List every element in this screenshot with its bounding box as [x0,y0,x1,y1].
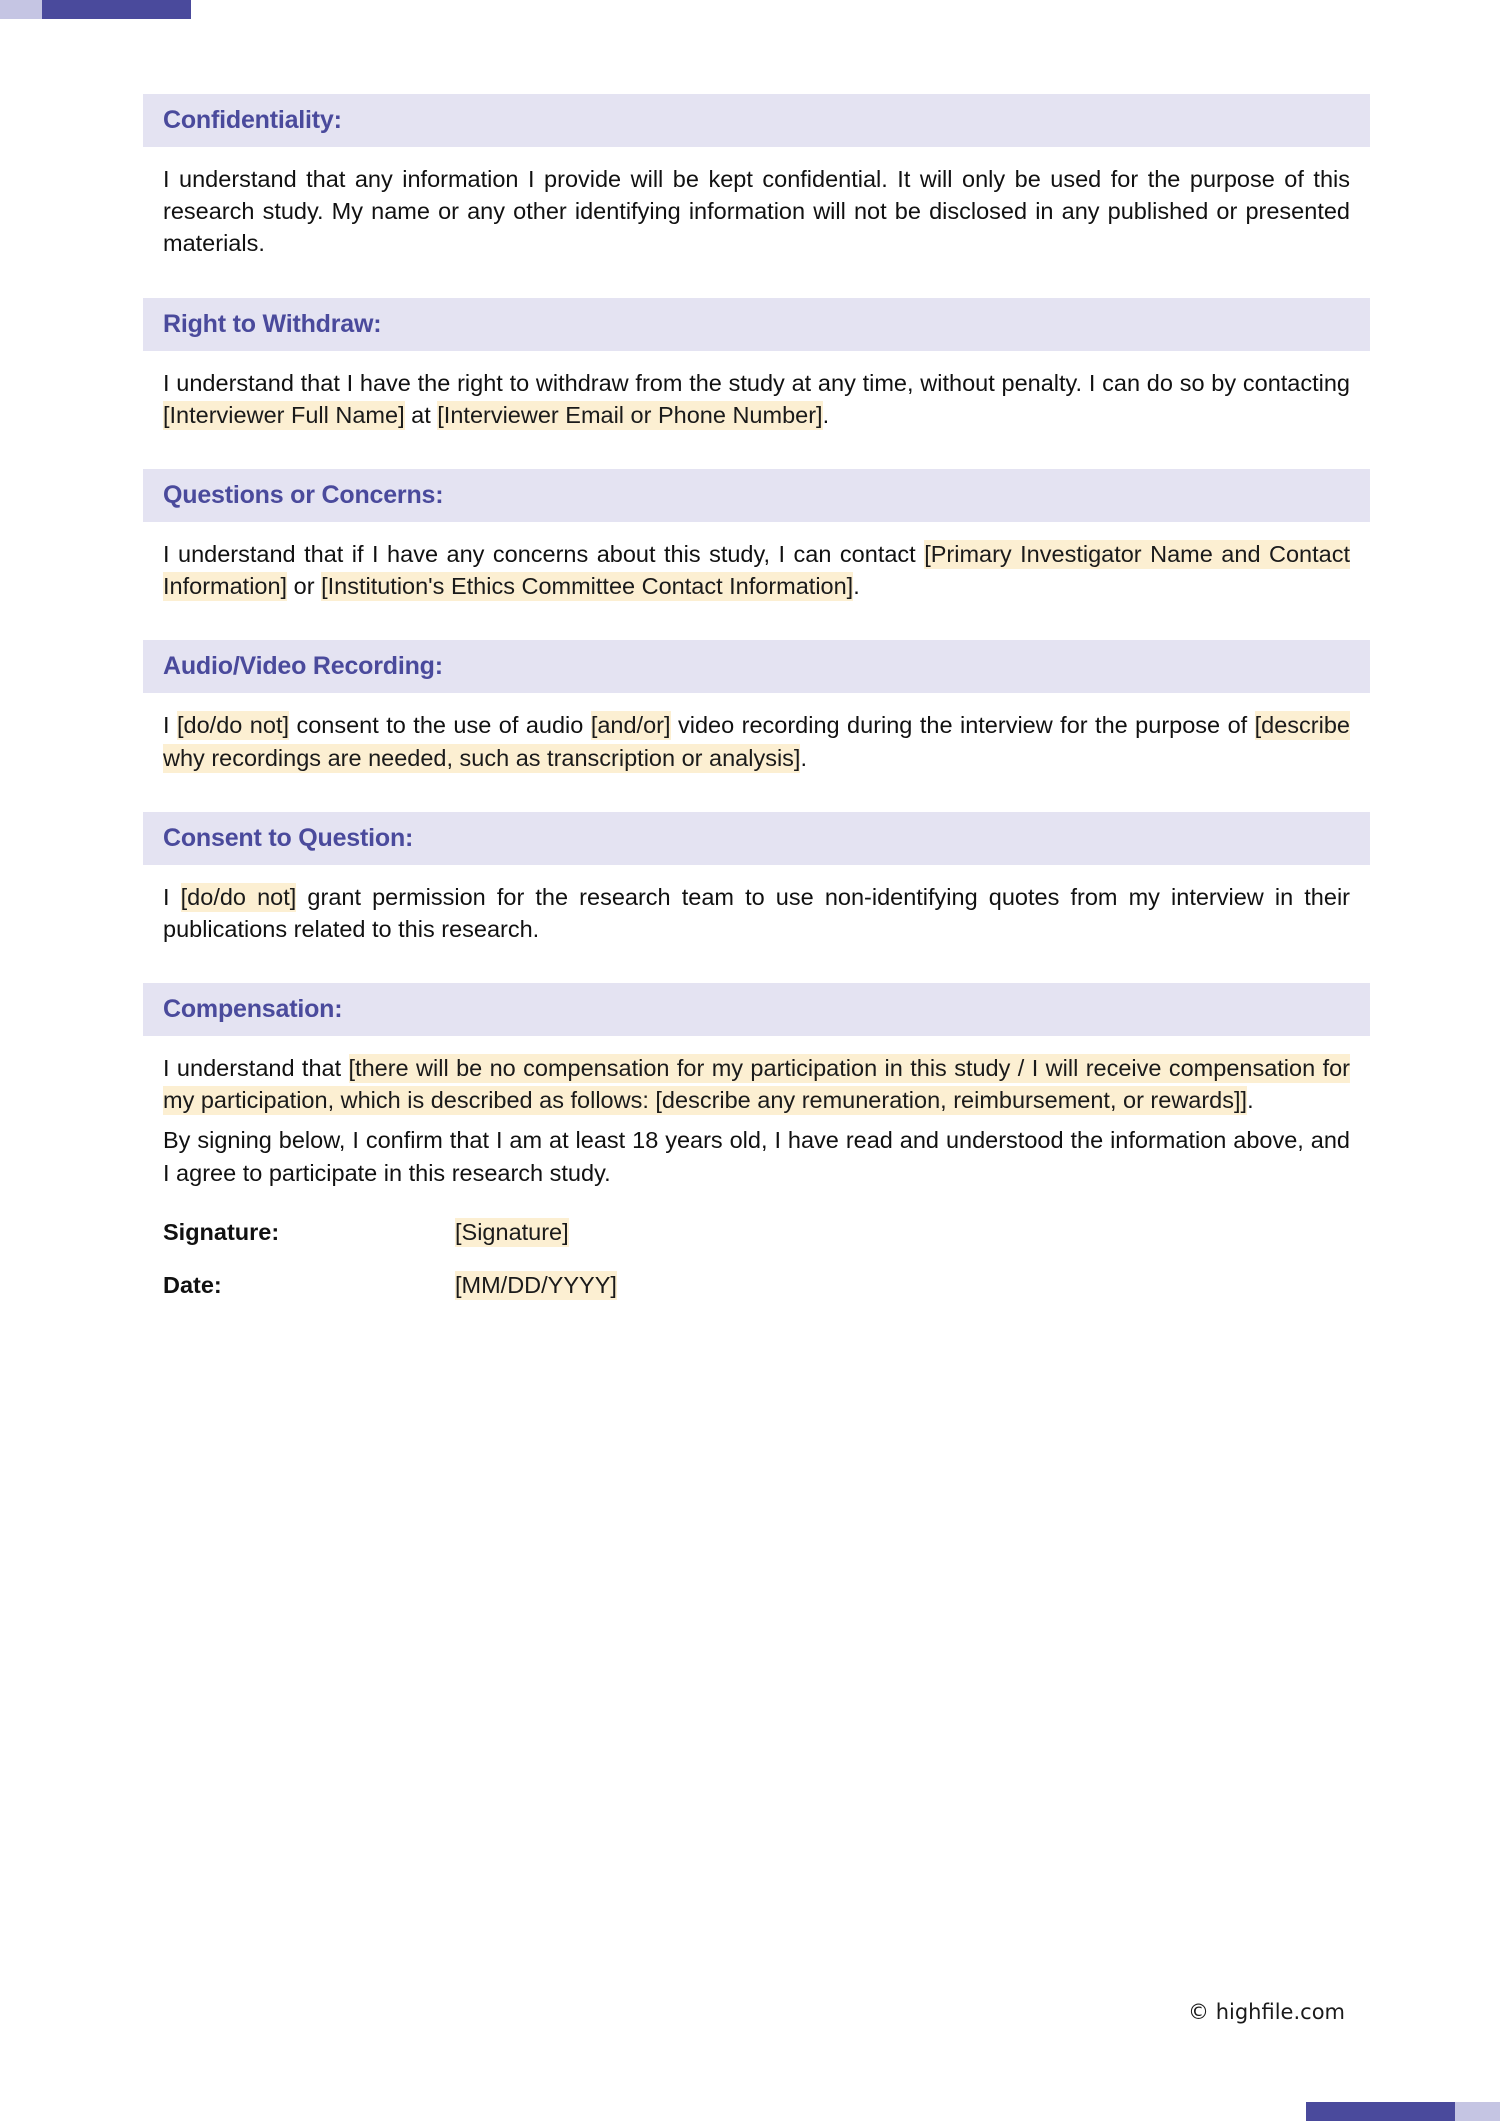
section-gap-3 [143,602,1370,640]
section-header-confidentiality [143,94,1370,147]
signature-placeholder[interactable]: [Signature] [455,1218,569,1245]
paragraph-text-run: I understand that if I have any concerns about this study, I can contact [163,540,925,567]
highlighted-placeholder[interactable]: [there will be no compensation for my participation in this study / I will receive compensation for my participation, which is described as follows: [describe any remuneration, reimbursement, or rewards]] [163,1055,1350,1114]
section-title-consent-to-question: Consent to Question: [163,823,414,852]
page-footer [143,2000,1370,2024]
section-header-right-to-withdraw [143,298,1370,351]
highlighted-placeholder[interactable]: [and/or] [590,712,671,739]
paragraph-text-run: or [287,573,322,600]
signature-row [163,1219,1350,1246]
paragraph-text-run: . [1247,1087,1254,1114]
highlighted-placeholder[interactable]: [do/do not] [180,883,297,910]
signature-value-field[interactable] [455,1219,569,1246]
section-title-right-to-withdraw: Right to Withdraw: [163,309,382,338]
date-value-field[interactable] [455,1272,617,1299]
paragraph-text-run: . [800,744,807,771]
highlighted-placeholder[interactable]: [describe why recordings are needed, such as transcription or analysis] [163,712,1350,771]
section-header-audio-video-recording [143,640,1370,693]
section-title-compensation: Compensation: [163,995,343,1024]
highlighted-placeholder[interactable]: [Interviewer Full Name] [163,401,405,428]
date-label: Date: [163,1271,222,1298]
top-spacer [143,0,1370,94]
signature-block [143,1189,1370,1299]
paragraph-text-run: I understand that [163,1055,349,1082]
date-placeholder[interactable]: [MM/DD/YYYY] [455,1271,617,1298]
document-page [143,0,1370,2121]
section-header-consent-to-question [143,812,1370,865]
section-gap-4 [143,774,1370,812]
paragraph-text-run: . [853,573,860,600]
footer-credit: © highfile.com [1188,2000,1345,2024]
section-body-audio-video-recording [143,693,1370,773]
highlighted-placeholder[interactable]: [Interviewer Email or Phone Number] [437,401,823,428]
section-body-consent-to-question [143,865,1370,945]
section-title-confidentiality: Confidentiality: [163,106,342,134]
section-body-compensation [143,1036,1370,1116]
paragraph-text-run: I [163,883,181,910]
paragraph-text-run: . [822,401,830,428]
section-body-compensation-closing: By signing below, I confirm that I am at least 18 years old, I have read and understood the information above, and I agree to participate in this research study. [163,1127,1350,1186]
paragraph-text-run: I understand that I have the right to withdraw from the study at any time, without penalty. I can do so by contacting [163,369,1350,396]
corner-decoration-bottom-right-light [1455,2102,1500,2121]
paragraph-text-run: at [404,401,438,428]
section-gap-1 [143,260,1370,298]
section-header-questions-or-concerns [143,469,1370,522]
section-title-audio-video-recording: Audio/Video Recording: [163,652,443,681]
section-body-right-to-withdraw [143,351,1370,431]
highlighted-placeholder[interactable]: [Institution's Ethics Committee Contact Information] [321,573,854,600]
section-header-compensation [143,983,1370,1036]
corner-decoration-top-left-light [0,0,42,19]
paragraph-text-run: I [163,712,177,739]
section-gap-5 [143,945,1370,983]
paragraph-text-run: grant permission for the research team to use non-identifying quotes from my interview in their publications related to this research. [163,883,1350,942]
section-body-questions-or-concerns [143,522,1370,602]
highlighted-placeholder[interactable]: [Primary Investigator Name and Contact Information] [163,540,1350,600]
date-row [163,1272,1350,1299]
paragraph-text-run: video recording during the interview for the purpose of [670,712,1255,739]
section-body-confidentiality: I understand that any information I provide will be kept confidential. It will only be used for the purpose of this research study. My name or any other identifying information will not be disclosed in any published or presented materials. [163,166,1350,257]
paragraph-text-run: consent to the use of audio [289,712,591,739]
signature-label: Signature: [163,1218,280,1245]
section-gap-2 [143,431,1370,469]
section-title-questions-or-concerns: Questions or Concerns: [163,480,444,509]
highlighted-placeholder[interactable]: [do/do not] [177,712,289,739]
corner-decoration-bottom-right-dark [1306,2102,1455,2121]
